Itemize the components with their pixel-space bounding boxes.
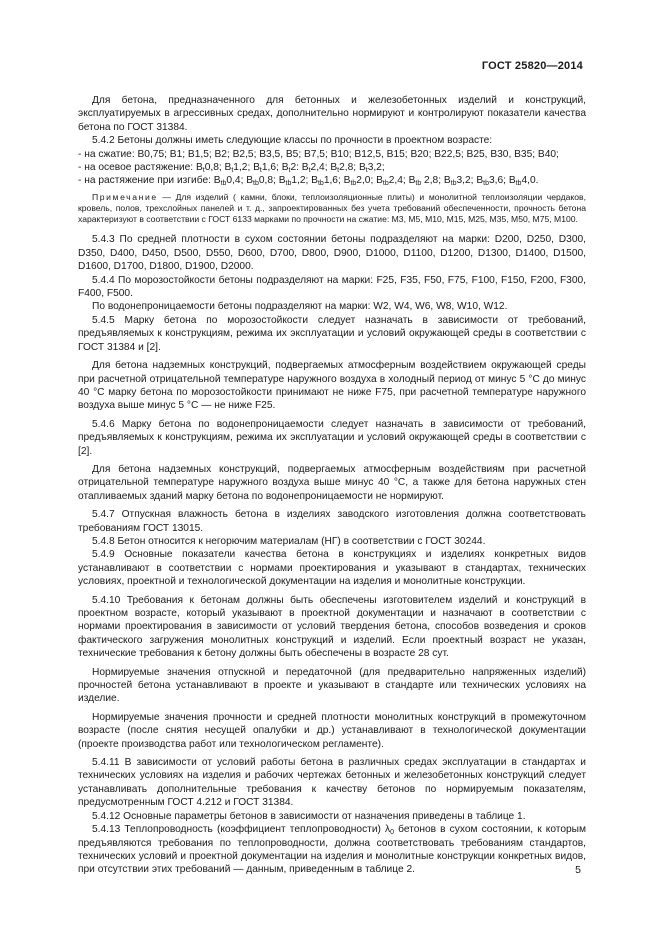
thermal-conductivity-after: бетонов в сухом состоянии, к которым предъявляются требования по теплопроводности, должна соответствовать требованиям стандартов, технических условий и проектной документации на изделия и монолитные конструкции конкретных видов, при отсутствии этих требований — данным, приведенным в таблице 2. — [78, 824, 586, 876]
paragraph-5-4-8: 5.4.8 Бетон относится к негорючим материалам (НГ) в соответствии с ГОСТ 30244. — [92, 535, 486, 547]
strength-class: $B_{tb}4,0$. — [508, 175, 539, 188]
document-body — [78, 94, 586, 877]
class-list-prefix: - на растяжение при изгибе: — [78, 175, 214, 187]
paragraph-5-4-12: 5.4.12 Основные параметры бетонов в зависимости от назначения приведены в таблице 1. — [92, 810, 526, 822]
strength-class: $B_t1,2$; — [224, 162, 254, 175]
compression-classes: - на сжатие: B0,75; B1; B1,5; B2; B2,5; B3,5, B5; B7,5; B10; B12,5, B15; B20; B22,5; B25, B30, B35; B40; — [78, 148, 559, 160]
paragraph-intermediate-age: Нормируемые значения прочности и средней плотности монолитных конструкций в промежуточном возрасте (после снятия несущей опалубки и др.) устанавливают в технологической документации (проекте производства работ или технологическом регламенте). — [78, 711, 586, 750]
paragraph-water-resistance-above-ground: Для бетона надземных конструкций, подвергаемых атмосферным воздействиям при расчетной отрицательной температуре наружного воздуха выше минус 40 °С, а также для бетона наружных стен отапливаемых зданий марку бетона по водонепроницаемости не нормируют. — [78, 463, 586, 502]
note — [78, 192, 586, 226]
bending-tension-classes — [78, 174, 586, 187]
paragraph-aggressive-media: Для бетона, предназначенного для бетонных и железобетонных изделий и конструкций, эксплуатируемых в агрессивных средах, дополнительно нормируют и контролируют показатели качества бетона по ГОСТ 31384. — [78, 95, 586, 133]
paragraph-5-4-5: 5.4.5 Марку бетона по морозостойкости следует назначать в зависимости от требований, предъявляемых к конструкциям, режима их эксплуатации и условий окружающей среды в соответствии с ГОСТ 31384 и [2]. — [78, 314, 586, 353]
strength-class: $B_t3,2$; — [358, 162, 385, 175]
paragraph-5-4-11: 5.4.11 В зависимости от условий работы бетона в различных средах эксплуатации в стандартах и технических условиях на изделия и рабочих чертежах бетонных и железобетонных конструкций следует устанавливать дополнительные требования к качеству бетонов по нормируемым показателям, предусмотренным ГОСТ 4.212 и ГОСТ 31384. — [78, 757, 586, 809]
paragraph-5-4-6: 5.4.6 Марку бетона по водонепроницаемости следует назначать в зависимости от требований, предъявляемых к конструкциям, режима их эксплуатации и условий окружающей среды в соответствии с [2]. — [78, 418, 586, 457]
strength-class: $B_{tb}0,8$; — [246, 175, 279, 188]
strength-class: $B_t2,4$; — [301, 162, 331, 175]
paragraph-frost-resistance-above-ground: Для бетона надземных конструкций, подвергаемых атмосферным воздействием окружающей среды при расчетной отрицательной температуре наружного воздуха в холодный период от минус 5 °С до минус 40 °С марку бетона по морозостойкости принимают не ниже F75, при расчетной температуре наружного воздуха выше минус 5 °С — не ниже F25. — [78, 360, 586, 412]
note-text: — Для изделий ( камни, блоки, теплоизоляционные плиты) и монолитной теплоизоляции чердаков, кровель, полов, трехслойных панелей и т. д., запроектированных без учета требований обеспеченности, прочность бетона характеризуют в соответствии с ГОСТ 6133 марками по прочности на сжатие: M3, M5, M10, M15, M25, M35, M50, M75, M100. — [78, 191, 586, 225]
strength-class: $B_{tb}2,4$; — [376, 175, 409, 188]
paragraph-5-4-13 — [78, 823, 586, 877]
strength-class: $B_{tb}1,2$; — [278, 175, 312, 188]
paragraph-5-4-10: 5.4.10 Требования к бетонам должны быть обеспечены изготовителем изделий и конструкций в проектном возрасте, который указывают в проектной документации и назначают в соответствии с нормами проектирования в зависимости от условий твердения бетона, способов возведения и сроков фактического загружения монолитных конструкций и изделий. Если проектный возраст не указан, технические требования к бетону должны быть обеспечены в возрасте 28 сут. — [78, 594, 586, 660]
axial-tension-classes — [78, 161, 586, 174]
page-number: 5 — [575, 864, 581, 876]
note-label: Примечание — [92, 191, 158, 202]
strength-class: $B_{tb}3,6$; — [476, 175, 509, 188]
strength-class: $B_t1,6$; — [253, 162, 282, 175]
paragraph-5-4-2: 5.4.2 Бетоны должны иметь следующие классы по прочности в проектном возрасте: — [92, 135, 493, 147]
strength-class: $B_{tb}3,2$; — [443, 175, 477, 188]
paragraph-5-4-4: 5.4.4 По морозостойкости бетоны подразделяют на марки: F25, F35, F50, F75, F100, F150, F200, F300, F400, F500. — [78, 274, 586, 300]
strength-class: $B_{tb}1,6$; — [311, 175, 344, 188]
class-list-prefix: - на осевое растяжение: — [78, 162, 196, 174]
paragraph-5-4-3: 5.4.3 По средней плотности в сухом состоянии бетоны подразделяют на марки: D200, D250, D300, D350, D400, D450, D500, D550, D600, D700, D800, D900, D1000, D1100, D1200, D1300, D1400, D1500, D1600, D1700, D1800, D1900, D2000. — [78, 234, 586, 273]
strength-class: $B_{tb}2,0$; — [343, 175, 377, 188]
paragraph-water-resistance: По водонепроницаемости бетоны подразделяют на марки: W2, W4, W6, W8, W10, W12. — [92, 301, 508, 313]
strength-class: $B_t2,8$; — [330, 162, 359, 175]
strength-class: $B_{tb}$ 2,8; — [408, 175, 444, 188]
paragraph-5-4-9: 5.4.9 Основные показатели качества бетона в конструкциях и изделиях конкретных видов устанавливают в соответствии с нормами проектирования и указывают в стандартах, технических условиях, проектной и технологической документации на изделия и монолитные конструкции. — [78, 549, 586, 588]
thermal-conductivity-before: 5.4.13 Теплопроводность (коэффициент теплопроводности) λ — [92, 824, 391, 836]
strength-class: $B_t2$: — [281, 162, 302, 175]
paragraph-5-4-7: 5.4.7 Отпускная влажность бетона в изделиях заводского изготовления должна соответствовать требованиям ГОСТ 13015. — [78, 509, 586, 534]
strength-class: $B_{tb}0,4$; — [213, 175, 247, 188]
standard-header: ГОСТ 25820—2014 — [481, 60, 583, 72]
strength-class: $B_t0,8$; — [195, 162, 225, 175]
lambda-subscript: 0 — [390, 829, 395, 837]
paragraph-release-strength: Нормируемые значения отпускной и передаточной (для предварительно напряженных изделий) прочностей бетона устанавливают в проекте и указывают в стандарте или технических условиях на изделие. — [78, 666, 586, 705]
